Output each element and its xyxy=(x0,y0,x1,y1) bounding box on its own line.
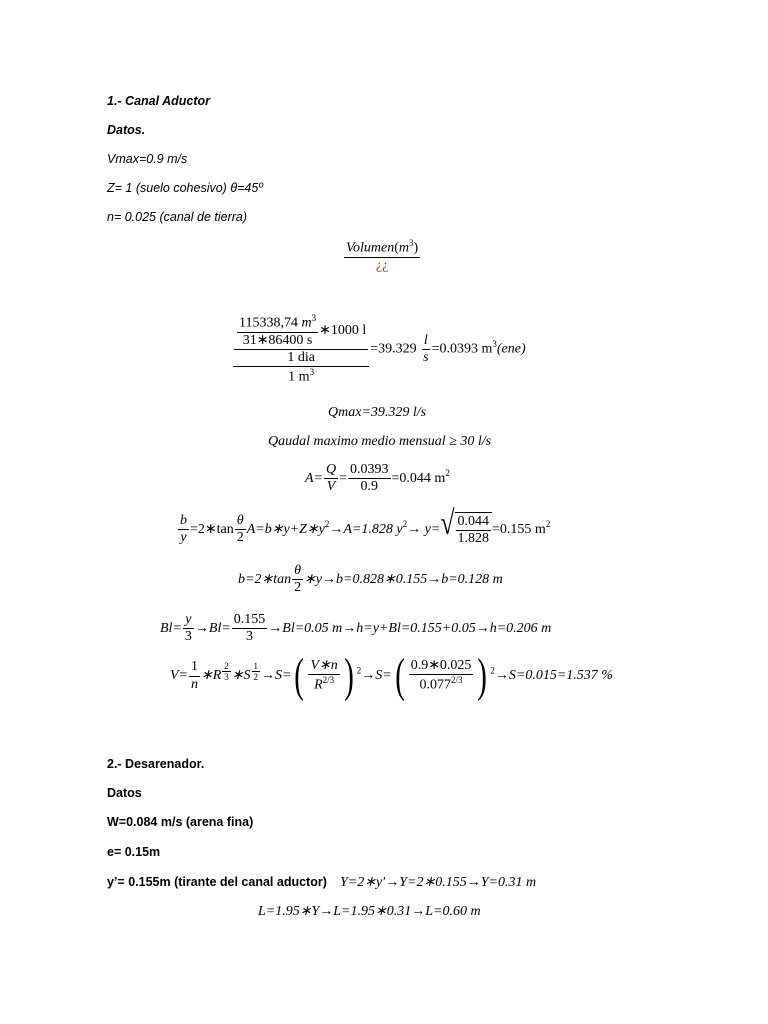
datos-label: Datos. xyxy=(107,123,146,137)
v-sq-2: 2 xyxy=(490,665,495,676)
v-part3: →S= xyxy=(261,668,292,684)
equation-bl xyxy=(160,612,551,645)
bl-den: 3 xyxy=(246,629,254,645)
bl-part2: →Bl=0.05 m→h=y+Bl=0.155+0.05→h=0.206 m xyxy=(268,620,552,636)
n-line: n= 0.025 (canal de tierra) xyxy=(107,210,248,224)
area-den: 0.9 xyxy=(360,479,379,495)
equation-b xyxy=(238,563,503,596)
by-part3: →A=1.828 y xyxy=(329,521,403,537)
volumen-unit: m xyxy=(398,240,410,256)
v-lhs: V= xyxy=(170,668,188,684)
by-sq-den: 1.828 xyxy=(457,531,490,547)
by-theta: θ xyxy=(235,513,246,530)
v-e23n: 2 xyxy=(224,660,229,671)
by-part4: → y= xyxy=(407,521,441,537)
caudal-result-1: =39.329 xyxy=(370,341,417,357)
equation-area: A= $\frac{Q}{V}$ = $\frac{0.0393}{0.9}$ =0.044 $m^2$ xyxy=(305,462,450,495)
equation-b-over-y: $\frac{b}{y}$ =2∗tan $\frac{\theta}{2}$ $A=b∗y+Z∗y^2\to A=1.828$ $y^2\to y=$ √ $\frac{0.044}{1.828}$ =0.155 $m^2$ xyxy=(180,504,551,547)
caudal-l: l xyxy=(422,333,430,350)
area-result: =0.044 m xyxy=(391,470,446,486)
caudal-ene: (ene) xyxy=(496,341,526,357)
by-b: b xyxy=(178,513,189,530)
bl-y: y xyxy=(183,612,193,629)
area-q: Q xyxy=(324,462,338,479)
z-line xyxy=(107,181,263,195)
by-sq-num: 0.044 xyxy=(456,514,492,531)
equation-Y: Y=2∗y′→Y=2∗0.155→Y=0.31 m xyxy=(340,875,537,890)
v-den2: 0.077 xyxy=(419,677,452,693)
area-v: V xyxy=(326,479,336,495)
by-y: y xyxy=(180,530,187,546)
section-2-title: 2.- Desarenador. xyxy=(107,757,205,771)
by-two: 2 xyxy=(236,530,244,546)
y-line: y’= 0.155m (tirante del canal aductor) xyxy=(107,875,327,889)
caudal-s: s xyxy=(423,349,429,365)
v-n: n xyxy=(191,676,198,692)
v-vn: V∗n xyxy=(308,658,339,675)
caudal-factor: ∗1000 l xyxy=(319,323,367,339)
by-part2: A=b∗y+Z∗y xyxy=(246,521,325,537)
v-part2: ∗S xyxy=(231,668,251,684)
v-num2: 0.9∗0.025 xyxy=(409,658,474,675)
v-e23d: 3 xyxy=(224,672,229,682)
v-part4: →S= xyxy=(361,668,392,684)
caudal-top-unit: m xyxy=(301,315,312,331)
z-text: Z= 1 (suelo cohesivo) xyxy=(107,181,231,195)
bl-lhs: Bl= xyxy=(160,620,182,636)
equation-volumen: $\frac{Volumen(m^3)}{¿¿}$ xyxy=(346,238,419,273)
caudal-bottom: 1 m xyxy=(288,369,310,385)
v-part1: ∗R xyxy=(201,668,222,684)
volumen-den: ¿¿ xyxy=(375,257,389,273)
caudal-top-num: 115338,74 xyxy=(239,315,298,331)
datos-2-label: Datos xyxy=(107,786,142,800)
bl-three: 3 xyxy=(184,629,192,645)
caudal-mid-den: 1 dia xyxy=(287,349,315,365)
area-num: 0.0393 xyxy=(348,462,391,479)
b-part1: b=2∗tan xyxy=(238,571,292,587)
volumen-label: Volumen xyxy=(346,240,395,256)
v-result: →S=0.015=1.537 % xyxy=(494,668,613,684)
v-e12n: 1 xyxy=(253,660,259,671)
e-line: e= 0.15m xyxy=(107,845,161,859)
v-one: 1 xyxy=(189,659,200,676)
bl-num: 0.155 xyxy=(232,612,268,629)
equation-manning: V= $\frac{1}{n}$ ∗R $^{\frac{2}{3}}$ ∗S $^{\frac{1}{2}}$ →S=( $\frac{V∗n}{R^{2/3}}$ ) $^2$→S=( $\frac{0.9∗0.025}{0.077^{2/3}}$ ) $^2$→S=0.015=1.537 % xyxy=(170,649,613,702)
w-line: W=0.084 m/s (arena fina) xyxy=(107,815,254,829)
theta-text: θ=45º xyxy=(230,181,263,195)
area-lhs: A= xyxy=(305,470,323,486)
caudal-top-den: 31∗86400 s xyxy=(242,332,313,348)
b-theta: θ xyxy=(292,563,303,580)
vmax-line: Vmax=0.9 m/s xyxy=(107,152,188,166)
by-part1: =2∗tan xyxy=(190,521,234,537)
caudal-result-2: =0.0393 m xyxy=(431,341,493,357)
equation-caudal: $\frac{115338,74 m^3}{31∗86400 s}$ ∗1000 l 1 dia 1 $m^3$ =39.329 $\frac{l}{s}$ =0.0393 $m^3(ene)$ xyxy=(232,313,526,386)
equation-L: L=1.95∗Y→L=1.95∗0.31→L=0.60 m xyxy=(258,904,481,919)
volumen-exp: 3 xyxy=(409,238,414,248)
b-part2: ∗y→b=0.828∗0.155→b=0.128 m xyxy=(304,571,503,587)
v-r: R xyxy=(314,677,323,693)
section-1-title: 1.- Canal Aductor xyxy=(107,94,211,108)
equation-qmax: Qmax=39.329 l/s xyxy=(328,405,427,420)
b-two: 2 xyxy=(294,580,302,596)
v-e12d: 2 xyxy=(253,672,259,682)
by-result: =0.155 m xyxy=(492,521,546,537)
bl-part1: →Bl= xyxy=(194,620,231,636)
v-sq-1: 2 xyxy=(356,665,362,676)
equation-qaudal: Qaudal maximo medio mensual ≥ 30 l/s xyxy=(268,434,492,449)
